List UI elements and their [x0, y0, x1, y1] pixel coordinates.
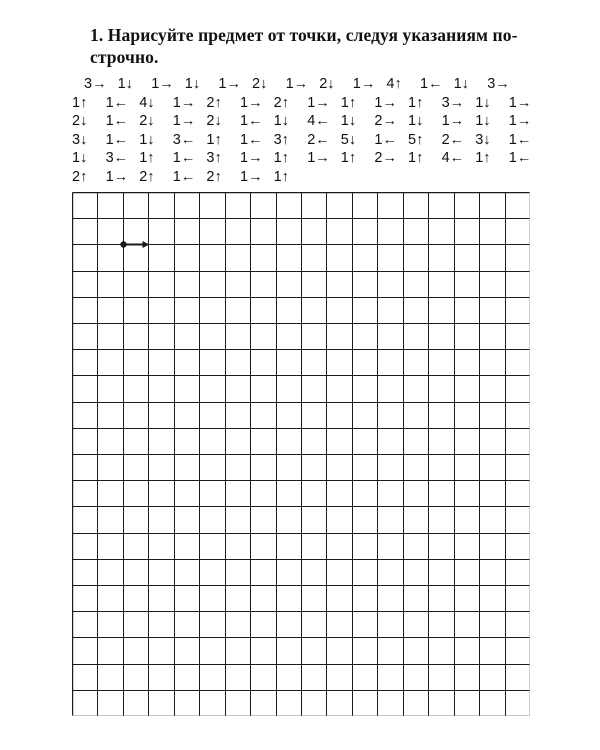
instruction-step: 3↓ [72, 131, 88, 148]
instruction-row [70, 94, 540, 113]
instruction-step: 1→ [441, 113, 465, 129]
instruction-step: 3↑ [206, 150, 222, 166]
instruction-step: 1← [105, 131, 129, 148]
instruction-step: 4↓ [139, 94, 155, 111]
instruction-step: 1↓ [475, 113, 491, 129]
instruction-step: 4↑ [386, 76, 402, 92]
instruction-step: 2↓ [206, 113, 222, 129]
instruction-list [70, 75, 540, 186]
instruction-step: 1↑ [340, 150, 357, 166]
instruction-step: 1↓ [453, 76, 469, 92]
instruction-step: 3→ [487, 76, 510, 92]
instruction-step: 1→ [218, 76, 241, 92]
instruction-step: 2↑ [273, 94, 289, 111]
instruction-step: 1↑ [475, 150, 491, 166]
instruction-step: 1→ [151, 76, 174, 92]
instruction-step: 1↓ [72, 150, 88, 166]
instruction-step: 4← [307, 113, 330, 129]
instruction-step: 1→ [307, 150, 330, 166]
instruction-step: 2→ [374, 113, 397, 129]
instruction-step: 1← [105, 113, 129, 129]
instruction-step: 2↓ [252, 76, 268, 92]
instruction-step: 2↑ [206, 168, 222, 185]
instruction-step: 2↑ [72, 168, 88, 185]
instruction-step: 1→ [352, 76, 376, 92]
instruction-step: 1→ [508, 94, 532, 111]
instruction-step: 1→ [240, 150, 263, 166]
instruction-step: 1↑ [139, 150, 155, 166]
instruction-step: 1← [240, 113, 263, 129]
instruction-step: 1↓ [184, 76, 201, 92]
instruction-step: 1→ [240, 94, 263, 111]
instruction-step: 1← [508, 131, 532, 148]
instruction-step: 2→ [374, 150, 397, 166]
instruction-step: 3↑ [273, 131, 289, 148]
task-title-line-2: строчно. [90, 47, 159, 67]
instruction-step: 1→ [307, 94, 330, 111]
instruction-step: 4← [441, 150, 465, 166]
instruction-row [70, 149, 540, 168]
instruction-step: 3→ [441, 94, 465, 111]
instruction-step: 1↑ [273, 168, 289, 185]
task-title [90, 24, 538, 68]
start-point [120, 241, 126, 247]
instruction-step: 3↓ [475, 131, 491, 148]
instruction-step: 1→ [172, 113, 196, 129]
drawing-grid [72, 192, 530, 716]
instruction-row [70, 168, 540, 187]
instruction-step: 3← [172, 131, 196, 148]
instruction-step: 2↓ [72, 113, 88, 129]
instruction-step: 2↑ [139, 168, 155, 185]
instruction-step: 1↑ [340, 94, 357, 111]
instruction-step: 1↑ [408, 94, 424, 111]
instruction-step: 1← [508, 150, 532, 166]
instruction-step: 1← [420, 76, 443, 92]
instruction-step: 1↓ [273, 113, 289, 129]
instruction-step: 1→ [105, 168, 129, 185]
instruction-step: 1→ [172, 94, 196, 111]
drawing-grid-area [72, 192, 530, 721]
instruction-step: 1→ [285, 76, 309, 92]
instruction-row [70, 112, 540, 131]
instruction-step: 1↑ [206, 131, 222, 148]
instruction-step: 3← [105, 150, 129, 166]
instruction-step: 1↓ [408, 113, 424, 129]
instruction-step: 2↑ [206, 94, 222, 111]
instruction-step: 1← [172, 168, 196, 185]
instruction-step: 1← [240, 131, 263, 148]
instruction-step: 1↑ [408, 150, 424, 166]
instruction-step: 1↓ [117, 76, 133, 92]
instruction-step: 1← [105, 94, 129, 111]
instruction-step: 1→ [240, 168, 263, 185]
instruction-row [70, 75, 540, 94]
instruction-step: 1↓ [475, 94, 491, 111]
instruction-row [70, 131, 540, 150]
instruction-step: 1↓ [340, 113, 357, 129]
instruction-step: 2← [307, 131, 330, 148]
instruction-step: 1↑ [273, 150, 289, 166]
instruction-step: 3→ [84, 76, 107, 92]
instruction-step: 1← [374, 131, 397, 148]
instruction-step: 2↓ [139, 113, 155, 129]
instruction-step: 1→ [374, 94, 397, 111]
instruction-step: 1← [172, 150, 196, 166]
instruction-step: 2↓ [319, 76, 335, 92]
instruction-step: 1→ [508, 113, 532, 129]
instruction-step: 1↓ [139, 131, 155, 148]
instruction-step: 1↑ [72, 94, 88, 111]
instruction-step: 5↑ [408, 131, 424, 148]
instruction-step: 2← [441, 131, 465, 148]
instruction-step: 5↓ [340, 131, 357, 148]
task-title-line-1: 1. Нарисуйте предмет от точки, следуя указаниям по- [90, 25, 518, 45]
